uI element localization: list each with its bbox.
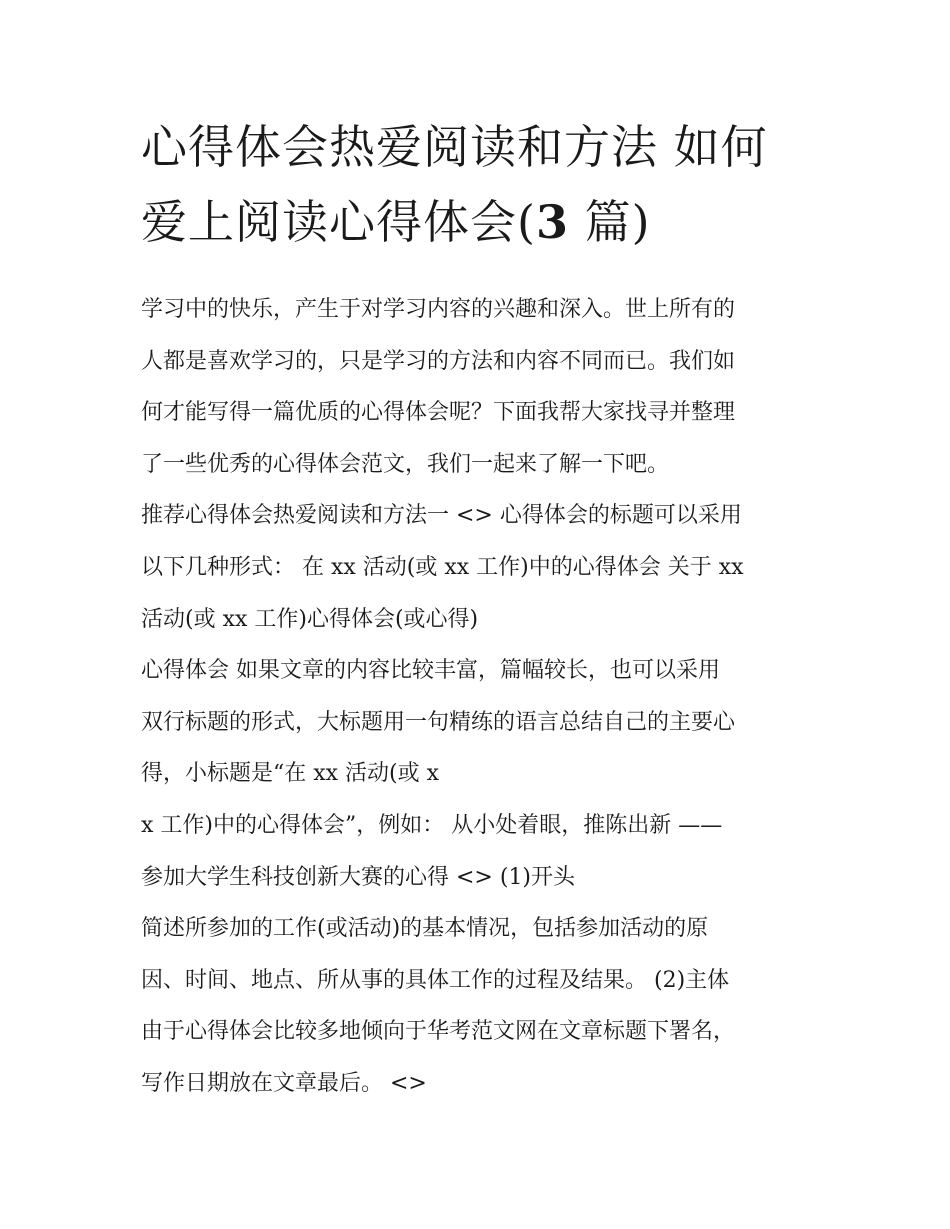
body-line: 双行标题的形式，大标题用一句精练的语言总结自己的主要心 [141,709,736,735]
body-line: 参加大学生科技创新大赛的心得 <> (1)开头 [141,864,576,890]
body-line: 得，小标题是“在 xx 活动(或 x [141,761,440,787]
body-line: 活动(或 xx 工作)心得体会(或心得) [141,606,479,632]
body-line: 何才能写得一篇优质的心得体会呢？下面我帮大家找寻并整理 [141,400,736,426]
document-title [141,110,821,260]
title-line-2-number: 3 [535,195,569,249]
body-line: 了一些优秀的心得体会范文，我们一起来了解一下吧。 [141,451,670,477]
title-line-1: 心得体会热爱阅读和方法 如何 [141,120,768,174]
body-line: 因、时间、地点、所从事的具体工作的过程及结果。 (2)主体 [141,967,730,993]
body-line: x 工作)中的心得体会”，例如： 从小处着眼，推陈出新 —— [141,812,723,838]
document-page [141,110,821,1110]
body-line: 人都是喜欢学习的，只是学习的方法和内容不同而已。我们如 [141,348,736,374]
body-line: 简述所参加的工作(或活动)的基本情况，包括参加活动的原 [141,916,709,942]
body-line: 推荐心得体会热爱阅读和方法一 <> 心得体会的标题可以采用 [141,503,742,529]
document-body [141,284,821,1110]
body-line: 学习中的快乐，产生于对学习内容的兴趣和深入。世上所有的 [141,297,736,322]
body-line: 以下几种形式： 在 xx 活动(或 xx 工作)中的心得体会 关于 xx [141,554,744,580]
body-line: 由于心得体会比较多地倾向于华考范文网在文章标题下署名， [141,1019,736,1045]
body-line: 写作日期放在文章最后。 <> [141,1070,427,1096]
body-line: 心得体会 如果文章的内容比较丰富，篇幅较长，也可以采用 [141,658,720,684]
title-line-2-part-1: 爱上阅读心得体会( [141,195,536,249]
title-line-2-part-2: 篇) [568,195,651,249]
